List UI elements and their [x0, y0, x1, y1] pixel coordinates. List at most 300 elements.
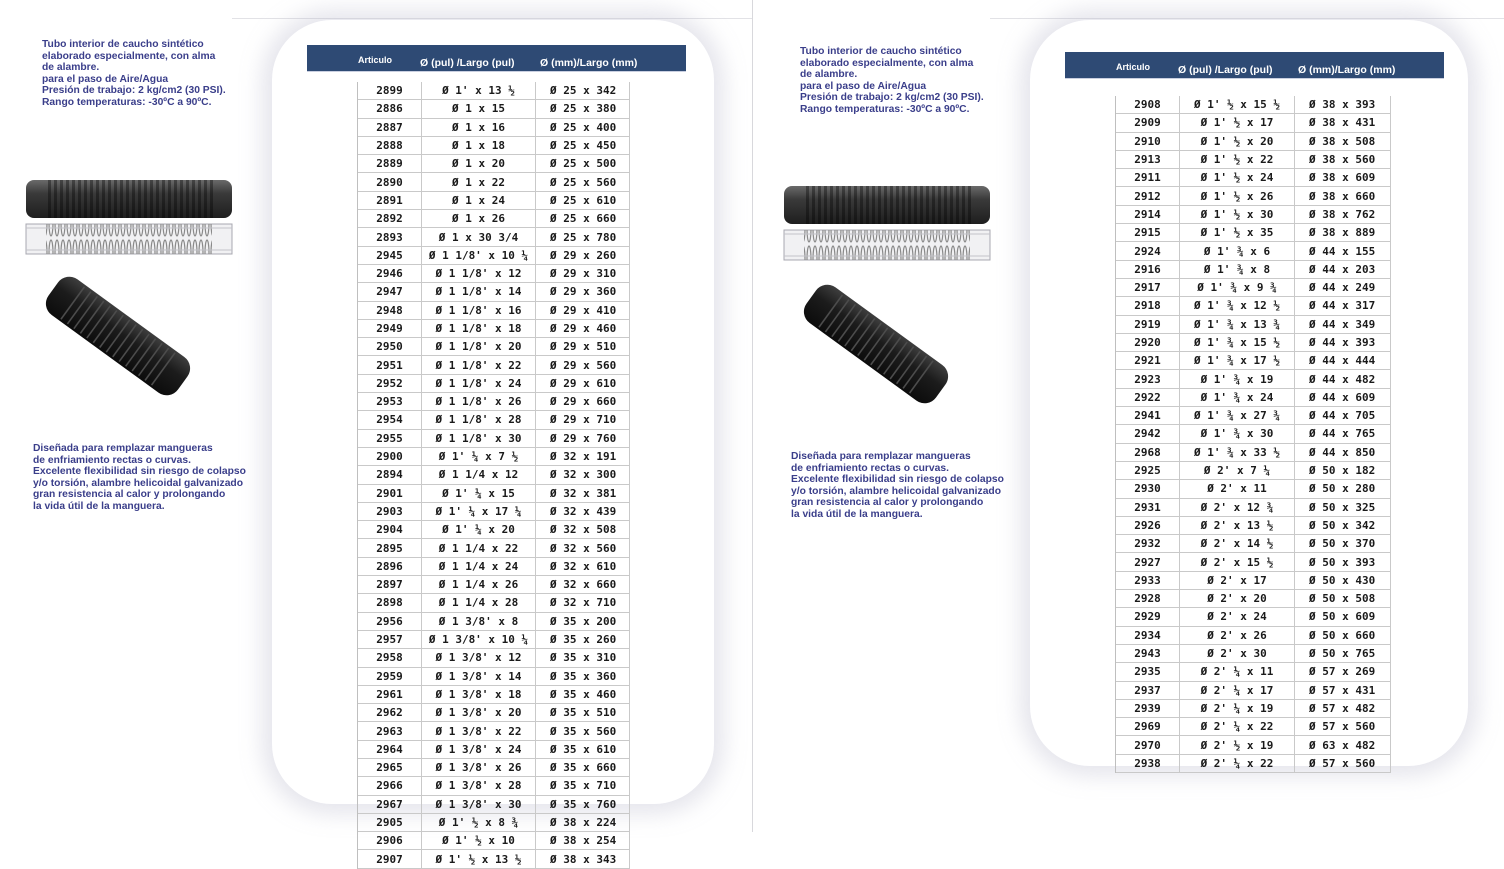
cell-article: 2917	[1116, 279, 1180, 296]
cell-inch-size: Ø 1' ¼ x 20	[422, 521, 536, 538]
table-row	[1116, 133, 1391, 151]
cell-article: 2927	[1116, 553, 1180, 570]
cell-inch-size: Ø 1 x 18	[422, 137, 536, 154]
table-row	[1116, 370, 1391, 388]
cell-inch-size: Ø 1' ¼ x 15	[422, 485, 536, 502]
cell-mm-size: Ø 50 x 325	[1309, 500, 1376, 514]
cell-inch-size: Ø 1 3/8' x 20	[422, 704, 536, 721]
cell-article: 2903	[358, 503, 422, 520]
cell-inch-size: Ø 1 x 20	[422, 155, 536, 172]
cell-mm-size: Ø 25 x 500	[550, 157, 617, 171]
cell-inch-size: Ø 1' ¾ x 9 ¾	[1180, 279, 1295, 296]
cell-article: 2942	[1116, 425, 1180, 442]
cell-mm-size: Ø 50 x 430	[1309, 573, 1376, 587]
cell-article: 2930	[1116, 480, 1180, 497]
table-row	[358, 558, 630, 576]
cell-mm-size: Ø 57 x 431	[1309, 683, 1376, 697]
cell-mm-size: Ø 57 x 560	[1309, 756, 1376, 770]
table-row	[1116, 682, 1391, 700]
cell-article: 2924	[1116, 242, 1180, 259]
cell-article: 2907	[358, 850, 422, 867]
header-inch: Ø (pul) /Largo (pul)	[1178, 64, 1273, 76]
table-row	[1116, 480, 1391, 498]
cell-inch-size: Ø 2' x 26	[1180, 627, 1295, 644]
cell-mm-size: Ø 38 x 889	[1309, 226, 1376, 240]
cell-inch-size: Ø 1' ½ x 17	[1180, 114, 1295, 131]
cell-article: 2915	[1116, 224, 1180, 241]
cell-article: 2914	[1116, 206, 1180, 223]
table-row	[358, 613, 630, 631]
cell-article: 2887	[358, 119, 422, 136]
cell-inch-size: Ø 2' x 12 ¾	[1180, 499, 1295, 516]
table-row	[1116, 499, 1391, 517]
cell-inch-size: Ø 1' ½ x 30	[1180, 206, 1295, 223]
cell-inch-size: Ø 2' x 13 ½	[1180, 517, 1295, 534]
cell-mm-size: Ø 29 x 760	[550, 431, 617, 445]
cell-mm-size: Ø 50 x 508	[1309, 592, 1376, 606]
cell-inch-size: Ø 1 1/8' x 10 ¼	[422, 247, 536, 264]
table-row	[1116, 425, 1391, 443]
product-description-bottom: Diseñada para remplazar mangueras de enfriamiento rectas o curvas. Excelente flexibilidad sin riesgo de colapso y/o torsión, alambre helicoidal galvanizado gran resistencia al calor y prolongando la vida útil de la manguera.	[33, 443, 246, 512]
table-row	[358, 814, 630, 832]
header-article: Articulo	[358, 55, 393, 65]
table-row	[358, 704, 630, 722]
table-row	[1116, 261, 1391, 279]
cell-mm-size: Ø 29 x 260	[550, 248, 617, 262]
cell-article: 2931	[1116, 499, 1180, 516]
cell-article: 2911	[1116, 169, 1180, 186]
table-row	[358, 741, 630, 759]
page-top-rule	[990, 18, 1504, 19]
table-row	[358, 302, 630, 320]
cell-mm-size: Ø 44 x 850	[1309, 445, 1376, 459]
header-mm: Ø (mm)/Largo (mm)	[1298, 64, 1396, 76]
cell-article: 2938	[1116, 755, 1180, 772]
cell-article: 2901	[358, 485, 422, 502]
table-header	[307, 45, 686, 72]
cell-inch-size: Ø 1 3/8' x 28	[422, 777, 536, 794]
product-description-top: Tubo interior de caucho sintético elaborado especialmente, con alma de alambre. para el paso de Aire/Agua Presión de trabajo: 2 kg/cm2 (30 PSI). Rango temperaturas: -30ºC a 90ºC.	[42, 39, 226, 108]
table-row	[358, 155, 630, 173]
catalog-page-left	[0, 0, 753, 866]
cell-inch-size: Ø 1' x 13 ½	[422, 82, 536, 99]
table-row	[1116, 316, 1391, 334]
cell-article: 2900	[358, 448, 422, 465]
cell-mm-size: Ø 57 x 482	[1309, 701, 1376, 715]
cell-inch-size: Ø 1 x 24	[422, 192, 536, 209]
product-table-right	[1115, 96, 1391, 773]
product-description-top: Tubo interior de caucho sintético elaborado especialmente, con alma de alambre. para el paso de Aire/Agua Presión de trabajo: 2 kg/cm2 (30 PSI). Rango temperaturas: -30ºC a 90ºC.	[800, 46, 984, 115]
cell-mm-size: Ø 44 x 393	[1309, 336, 1376, 349]
table-row	[1116, 206, 1391, 224]
cell-article: 2937	[1116, 682, 1180, 699]
cell-article: 2891	[358, 192, 422, 209]
cell-mm-size: Ø 32 x 660	[550, 578, 617, 592]
cell-article: 2935	[1116, 663, 1180, 680]
cell-inch-size: Ø 1' ¾ x 30	[1180, 425, 1295, 442]
cell-inch-size: Ø 1' ½ x 35	[1180, 224, 1295, 241]
cell-mm-size: Ø 29 x 710	[550, 413, 617, 427]
cell-mm-size: Ø 32 x 508	[550, 523, 617, 537]
cell-mm-size: Ø 57 x 269	[1309, 665, 1376, 679]
product-table-left	[357, 82, 630, 869]
table-row	[358, 173, 630, 191]
cell-mm-size: Ø 29 x 410	[550, 303, 617, 317]
table-row	[1116, 645, 1391, 663]
cell-inch-size: Ø 1' ½ x 26	[1180, 187, 1295, 204]
cell-inch-size: Ø 1 3/8' x 24	[422, 741, 536, 758]
table-row	[358, 119, 630, 137]
cell-inch-size: Ø 1' ½ x 22	[1180, 151, 1295, 168]
cell-article: 2926	[1116, 517, 1180, 534]
table-row	[358, 832, 630, 850]
table-row	[358, 777, 630, 795]
cell-article: 2933	[1116, 572, 1180, 589]
cell-article: 2946	[358, 265, 422, 282]
cell-article: 2923	[1116, 370, 1180, 387]
cell-inch-size: Ø 1 1/4 x 26	[422, 576, 536, 593]
cell-mm-size: Ø 38 x 560	[1309, 153, 1376, 167]
cell-inch-size: Ø 2' x 30	[1180, 645, 1295, 662]
table-row	[358, 247, 630, 265]
cell-article: 2964	[358, 741, 422, 758]
cell-inch-size: Ø 1 1/4 x 22	[422, 539, 536, 556]
cell-article: 2908	[1116, 96, 1180, 113]
header-inch: Ø (pul) /Largo (pul)	[420, 57, 515, 69]
table-row	[358, 210, 630, 228]
cell-inch-size: Ø 2' ¼ x 22	[1180, 718, 1295, 735]
table-row	[358, 82, 630, 100]
cell-article: 2899	[358, 82, 422, 99]
cell-article: 2952	[358, 375, 422, 392]
cell-article: 2962	[358, 704, 422, 721]
page-top-rule	[232, 18, 752, 19]
cell-article: 2894	[358, 466, 422, 483]
cell-inch-size: Ø 2' ½ x 19	[1180, 736, 1295, 753]
cell-inch-size: Ø 1 1/8' x 16	[422, 302, 536, 319]
cell-inch-size: Ø 2' x 15 ½	[1180, 553, 1295, 570]
cell-article: 2966	[358, 777, 422, 794]
cell-mm-size: Ø 38 x 254	[550, 834, 617, 848]
cell-inch-size: Ø 1 1/8' x 24	[422, 375, 536, 392]
table-row	[1116, 700, 1391, 718]
cell-article: 2929	[1116, 608, 1180, 625]
cell-inch-size: Ø 1' ¾ x 12 ½	[1180, 297, 1295, 314]
table-row	[358, 411, 630, 429]
cell-inch-size: Ø 1' ½ x 8 ¾	[422, 814, 536, 831]
table-row	[1116, 224, 1391, 242]
cell-article: 2920	[1116, 334, 1180, 351]
cell-mm-size: Ø 38 x 609	[1309, 171, 1376, 185]
cell-article: 2932	[1116, 535, 1180, 552]
cell-article: 2958	[358, 649, 422, 666]
cell-inch-size: Ø 1' ¾ x 17 ½	[1180, 352, 1295, 369]
cell-mm-size: Ø 35 x 460	[550, 687, 617, 701]
cell-mm-size: Ø 32 x 381	[550, 486, 617, 500]
cell-inch-size: Ø 1 1/8' x 28	[422, 411, 536, 428]
cell-article: 2898	[358, 594, 422, 611]
cell-mm-size: Ø 38 x 508	[1309, 134, 1376, 148]
table-row	[1116, 279, 1391, 297]
table-row	[1116, 242, 1391, 260]
table-row	[1116, 334, 1391, 352]
cell-inch-size: Ø 1 1/8' x 18	[422, 320, 536, 337]
cell-article: 2919	[1116, 316, 1180, 333]
table-row	[1116, 663, 1391, 681]
cell-article: 2970	[1116, 736, 1180, 753]
cell-mm-size: Ø 50 x 393	[1309, 555, 1376, 569]
cell-mm-size: Ø 63 x 482	[1309, 738, 1376, 752]
cell-article: 2953	[358, 393, 422, 410]
cell-article: 2950	[358, 338, 422, 355]
table-header	[1065, 52, 1444, 79]
cell-article: 2947	[358, 283, 422, 300]
cell-article: 2889	[358, 155, 422, 172]
cell-mm-size: Ø 44 x 444	[1309, 354, 1376, 368]
cell-inch-size: Ø 1 3/8' x 30	[422, 796, 536, 813]
table-row	[358, 283, 630, 301]
cell-inch-size: Ø 1 3/8' x 22	[422, 722, 536, 739]
cell-article: 2910	[1116, 133, 1180, 150]
cell-mm-size: Ø 35 x 710	[550, 779, 617, 793]
table-row	[358, 320, 630, 338]
cell-mm-size: Ø 50 x 280	[1309, 482, 1376, 496]
cell-inch-size: Ø 1' ¾ x 33 ½	[1180, 444, 1295, 461]
cell-inch-size: Ø 2' x 20	[1180, 590, 1295, 607]
cell-article: 2965	[358, 759, 422, 776]
cell-mm-size: Ø 38 x 393	[1309, 98, 1376, 112]
cell-inch-size: Ø 1' ¼ x 17 ¼	[422, 503, 536, 520]
cell-article: 2961	[358, 686, 422, 703]
cell-mm-size: Ø 38 x 431	[1309, 116, 1376, 130]
cell-inch-size: Ø 2' ¼ x 17	[1180, 682, 1295, 699]
cell-mm-size: Ø 32 x 560	[550, 541, 617, 555]
cell-inch-size: Ø 1 x 15	[422, 100, 536, 117]
cell-mm-size: Ø 25 x 780	[550, 230, 617, 244]
header-mm: Ø (mm)/Largo (mm)	[540, 57, 638, 69]
table-row	[358, 338, 630, 356]
cell-mm-size: Ø 38 x 343	[550, 852, 617, 866]
cell-article: 2945	[358, 247, 422, 264]
table-row	[1116, 297, 1391, 315]
cell-mm-size: Ø 35 x 200	[550, 614, 617, 628]
cell-mm-size: Ø 50 x 182	[1309, 464, 1376, 478]
cell-inch-size: Ø 2' x 14 ½	[1180, 535, 1295, 552]
cell-article: 2912	[1116, 187, 1180, 204]
table-row	[358, 521, 630, 539]
straight-hose-image	[24, 178, 236, 258]
table-row	[1116, 755, 1391, 773]
cell-mm-size: Ø 29 x 610	[550, 376, 617, 390]
table-row	[1116, 517, 1391, 535]
table-row	[358, 576, 630, 594]
cell-mm-size: Ø 38 x 660	[1309, 189, 1376, 203]
cell-article: 2948	[358, 302, 422, 319]
catalog-page-right	[753, 0, 1504, 832]
cell-article: 2939	[1116, 700, 1180, 717]
cell-article: 2921	[1116, 352, 1180, 369]
table-row	[1116, 444, 1391, 462]
cell-mm-size: Ø 50 x 609	[1309, 610, 1376, 624]
table-row	[358, 485, 630, 503]
cell-mm-size: Ø 44 x 349	[1309, 317, 1376, 331]
cell-article: 2969	[1116, 718, 1180, 735]
cell-article: 2913	[1116, 151, 1180, 168]
cell-article: 2967	[358, 796, 422, 813]
cell-article: 2904	[358, 521, 422, 538]
table-row	[358, 759, 630, 777]
cell-article: 2888	[358, 137, 422, 154]
table-row	[358, 356, 630, 374]
curved-hose-image	[794, 278, 959, 408]
cell-article: 2925	[1116, 462, 1180, 479]
cell-inch-size: Ø 2' ¼ x 11	[1180, 663, 1295, 680]
table-row	[358, 192, 630, 210]
cell-mm-size: Ø 25 x 660	[550, 212, 617, 226]
cell-article: 2963	[358, 722, 422, 739]
cell-inch-size: Ø 1 x 16	[422, 119, 536, 136]
cell-mm-size: Ø 32 x 439	[550, 504, 617, 518]
header-article: Articulo	[1116, 62, 1151, 72]
cell-article: 2955	[358, 430, 422, 447]
cell-inch-size: Ø 1' ¾ x 19	[1180, 370, 1295, 387]
cell-mm-size: Ø 44 x 249	[1309, 281, 1376, 295]
cell-article: 2916	[1116, 261, 1180, 278]
table-row	[358, 686, 630, 704]
cell-inch-size: Ø 1' ½ x 20	[1180, 133, 1295, 150]
cell-inch-size: Ø 1 1/8' x 20	[422, 338, 536, 355]
table-row	[358, 430, 630, 448]
table-row	[358, 228, 630, 246]
cell-inch-size: Ø 1 1/8' x 22	[422, 356, 536, 373]
curved-hose-image	[36, 270, 201, 400]
table-row	[358, 796, 630, 814]
cell-article: 2941	[1116, 407, 1180, 424]
cell-inch-size: Ø 1' ¾ x 27 ¾	[1180, 407, 1295, 424]
cell-mm-size: Ø 32 x 610	[550, 559, 617, 573]
cell-mm-size: Ø 32 x 710	[550, 596, 617, 610]
cell-inch-size: Ø 1 3/8' x 8	[422, 613, 536, 630]
table-row	[358, 137, 630, 155]
cell-mm-size: Ø 25 x 610	[550, 193, 617, 207]
table-row	[1116, 151, 1391, 169]
cell-article: 2905	[358, 814, 422, 831]
cell-mm-size: Ø 35 x 610	[550, 742, 617, 756]
table-row	[1116, 389, 1391, 407]
table-row	[358, 850, 630, 868]
cell-inch-size: Ø 1 x 26	[422, 210, 536, 227]
table-row	[358, 100, 630, 118]
cell-article: 2895	[358, 539, 422, 556]
table-row	[1116, 407, 1391, 425]
table-row	[358, 649, 630, 667]
cell-mm-size: Ø 44 x 203	[1309, 262, 1376, 276]
table-row	[358, 539, 630, 557]
cell-mm-size: Ø 25 x 380	[550, 102, 617, 116]
cell-mm-size: Ø 29 x 360	[550, 285, 617, 299]
cell-mm-size: Ø 29 x 460	[550, 322, 617, 335]
table-row	[1116, 462, 1391, 480]
cell-article: 2893	[358, 228, 422, 245]
cell-mm-size: Ø 38 x 224	[550, 816, 617, 830]
table-row	[1116, 352, 1391, 370]
cell-inch-size: Ø 2' x 24	[1180, 608, 1295, 625]
table-row	[358, 668, 630, 686]
cell-mm-size: Ø 29 x 310	[550, 267, 617, 281]
cell-inch-size: Ø 1' ½ x 24	[1180, 169, 1295, 186]
cell-mm-size: Ø 50 x 342	[1309, 518, 1376, 532]
cell-inch-size: Ø 1' ¾ x 6	[1180, 242, 1295, 259]
cell-inch-size: Ø 1 1/8' x 14	[422, 283, 536, 300]
cell-article: 2959	[358, 668, 422, 685]
cell-inch-size: Ø 1 3/8' x 26	[422, 759, 536, 776]
table-row	[1116, 169, 1391, 187]
cell-article: 2956	[358, 613, 422, 630]
cell-inch-size: Ø 1' ¼ x 7 ½	[422, 448, 536, 465]
cell-inch-size: Ø 1 3/8' x 14	[422, 668, 536, 685]
cell-article: 2934	[1116, 627, 1180, 644]
table-row	[1116, 96, 1391, 114]
cell-mm-size: Ø 32 x 300	[550, 468, 617, 482]
cell-mm-size: Ø 25 x 342	[550, 84, 617, 98]
cell-mm-size: Ø 44 x 705	[1309, 409, 1376, 423]
table-row	[358, 375, 630, 393]
cell-mm-size: Ø 35 x 360	[550, 669, 617, 683]
cell-article: 2886	[358, 100, 422, 117]
cell-mm-size: Ø 57 x 560	[1309, 720, 1376, 734]
cell-mm-size: Ø 50 x 660	[1309, 628, 1376, 642]
cell-inch-size: Ø 1 3/8' x 12	[422, 649, 536, 666]
table-row	[358, 631, 630, 649]
cell-inch-size: Ø 2' ¼ x 19	[1180, 700, 1295, 717]
table-row	[1116, 572, 1391, 590]
cell-article: 2890	[358, 173, 422, 190]
table-row	[358, 466, 630, 484]
cell-inch-size: Ø 1' ¾ x 15 ½	[1180, 334, 1295, 351]
cell-article: 2968	[1116, 444, 1180, 461]
table-row	[1116, 608, 1391, 626]
cell-inch-size: Ø 1' ½ x 10	[422, 832, 536, 849]
cell-inch-size: Ø 1' ¾ x 13 ¾	[1180, 316, 1295, 333]
cell-mm-size: Ø 35 x 560	[550, 724, 617, 738]
cell-inch-size: Ø 1' ¾ x 24	[1180, 389, 1295, 406]
table-row	[1116, 187, 1391, 205]
table-row	[1116, 736, 1391, 754]
table-row	[358, 393, 630, 411]
table-row	[1116, 627, 1391, 645]
table-row	[358, 265, 630, 283]
cell-mm-size: Ø 35 x 660	[550, 761, 617, 775]
cell-mm-size: Ø 32 x 191	[550, 450, 617, 464]
cell-article: 2906	[358, 832, 422, 849]
cell-mm-size: Ø 44 x 765	[1309, 427, 1376, 441]
table-row	[1116, 553, 1391, 571]
cell-inch-size: Ø 2' ¼ x 22	[1180, 755, 1295, 772]
table-row	[358, 722, 630, 740]
cell-mm-size: Ø 25 x 450	[550, 139, 617, 153]
cell-inch-size: Ø 1' ¾ x 8	[1180, 261, 1295, 278]
cell-mm-size: Ø 25 x 560	[550, 175, 617, 189]
cell-mm-size: Ø 25 x 400	[550, 120, 617, 134]
cell-mm-size: Ø 50 x 370	[1309, 537, 1376, 551]
cell-inch-size: Ø 1' ½ x 15 ½	[1180, 96, 1295, 113]
cell-mm-size: Ø 29 x 510	[550, 340, 617, 354]
cell-inch-size: Ø 2' x 11	[1180, 480, 1295, 497]
cell-mm-size: Ø 50 x 765	[1309, 647, 1376, 661]
table-row	[1116, 718, 1391, 736]
cell-inch-size: Ø 1 1/4 x 12	[422, 466, 536, 483]
cell-mm-size: Ø 29 x 660	[550, 395, 617, 409]
